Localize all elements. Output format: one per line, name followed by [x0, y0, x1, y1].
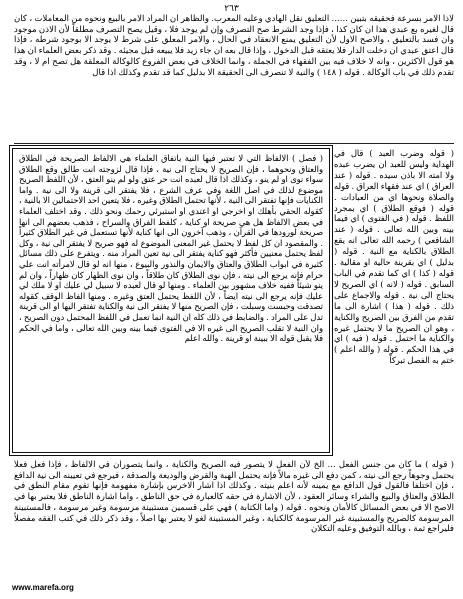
margin-commentary-column: ( قوله وضرب العبد ) قال في الهداية وليس للعبد ان يضرب عبده ولا امته الا باذن سيده . قوله ( عند العراق ) اي عند فقهاء العراق . قوله والصلاة ونحوها اي من العبادات . قوله ( فوقع الطلاق ) اي بمجرد اللفظ . قوله ( في الفتوى ) اي فيما بينه وبين الله تعالى . قوله ( عند الشافعي ) رحمه الله تعالى انه يقع الطلاق بالكناية مع النية . قوله ( بدليل ) اي بقرينة حالية او مقالية . قوله ( كذا ) اي كما تقدم في الباب السابق . قوله ( لانه ) اي الصريح لا يحتاج الى نية . قوله والاجماع على ذلك . قوله ( هذا ) اشارة الى ما تقدم من الفرق بين الصريح والكناية ، وهو ان الصريح ما لا يحتمل غيره والكناية ما احتمل . قوله ( فيه ) اي في هذا الحكم . قوله ( والله اعلم ) ختم به الفصل تبركاً	[334, 148, 454, 366]
bottom-paragraph: ( قوله ) ما كان من جنس الفعل ... الخ لأن الفعل لا يتصور فيه الصريح والكناية ، وانما يتصوران في الالفاظ ، فإذا فعل فعلاً يحتمل وجوهاً رجع الى نيته ، كمن دفع الى غيره مالاً فإنه يحتمل الهبة والقرض والوديعة والصدقة ، فيرجع في تعيينه الى نية الدافع ، فإن اختلفا فالقول قول الدافع مع يمينه لأنه اعلم بنيته . وكذلك اذا اشار الاخرس بإشارة مفهومة فإنها تقوم مقام النطق في الطلاق والعتاق والبيع والشراء وسائر العقود ، لأن الاشارة في حقه كالعبارة في حق الناطق ، واما اشارة الناطق فلا يعتبر بها في الاصح الا في بعض المسائل كالأمان ونحوه . قوله ( واما الكتابة ) فهي على قسمين مستبينة مرسومة وغير مرسومة ، فالمستبينة المرسومة كالصريح والمستبينة غير المرسومة كالكناية ، وغير المستبينة لغو لا يعتبر بها اصلاً ، وقد ذكر ذلك في كتب الفقه مفصلاً فليراجع ثمة ، وبالله التوفيق وعليه التكلان	[14, 460, 454, 535]
top-paragraph: لاذا الامر بسرعة فحقيقه بتبين ...... التعليق نقل الهادي وعليه المعرب. والظاهر ان المراد الامر بالبيع ونحوه من المعاملات ، كأن قال لغيره بع عبدي هذا ان كان كذا ، فإذا وجد الشرط صح التصرف وإن لم يوجد فلا ، وقيل يصح التصرف مطلقاً لأن الاذن موجود وان فسد بالتعليق ، والاصح الاول لأن التعليق يمنع الانعقاد في الحال ، والامر المعلق على شرط لا يوجد الا بوجود شرطه ، فإذا قال اعتق عبدي ان دخلت الدار فلا يعتقه قبل الدخول ، وإذا قال بعه ان جاء زيد فلا يبيعه قبل مجيئه . وقد ذكر بعض العلماء ان هذا هو قول الاكثرين ، وانه لا خلاف فيه بين الفقهاء في الجملة ، وانما الخلاف في بعض الفروع كالوكالة المعلقة هل تصح ام لا ، وقد تقدم ذلك في باب الوكالة . قوله ( ١٤٨ ) والنية لا تنصرف الى الحقيقة الا بدليل كما قد تقدم وكذلك اذا قال	[14, 14, 454, 78]
framed-main-text: ( فصل ) الالفاظ التي لا تعتبر فيها النية باتفاق العلماء هي الالفاظ الصريحة في الطلاق والعتاق ونحوهما ، فإن الصريح لا يحتاج الى نية ، فإذا قال لزوجته انت طالق وقع الطلاق سواء نوى او لم ينو ، وكذلك اذا قال لعبده انت حر عتق ولو لم ينو العتق ، لأن اللفظ الصريح موضوع لذلك في اصل اللغة وفي عرف الشرع ، فلا يفتقر الى قرينة ولا الى نية . واما الكنايات فإنها تفتقر الى النية ، لأنها تحتمل الطلاق وغيره ، فلا يتعين احد الاحتمالين الا بالنية ، كقوله الحقي بأهلك او اخرجي او اعتدي او استبرئي رحمك ونحو ذلك . وقد اختلف العلماء في بعض الالفاظ هل هي صريحة او كناية ، كلفظ الفراق والسراح ، فذهب بعضهم الى انها صريحة لورودها في القرآن ، وذهب آخرون الى انها كناية لأنها تستعمل في غير الطلاق كثيراً . والمقصود ان كل لفظ لا يحتمل غير المعنى الموضوع له فهو صريح لا يفتقر الى نية ، وكل لفظ يحتمل معنيين فأكثر فهو كناية يفتقر الى نية تعين المراد منه . ويتفرع على ذلك مسائل كثيرة في ابواب الطلاق والعتاق والايمان والنذور والبيوع ، منها انه لو قال لامرأته انت علي حرام فإنه يرجع الى نيته ، فإن نوى الطلاق كان طلاقاً ، وان نوى الظهار كان ظهاراً ، وان لم ينو شيئاً ففيه خلاف مشهور بين العلماء . ومنها لو قال لعبده لا سبيل لي عليك او لا ملك لي عليك فإنه يرجع الى نيته ايضاً ، لأن اللفظ يحتمل العتق وغيره . ومنها الفاظ الوقف كقوله تصدقت وحبست وسبلت ، فإن الصريح منها لا يفتقر الى نية والكناية تفتقر اليها او الى قرينة تدل على المراد . والضابط في ذلك كله ان النية انما تعمل في اللفظ المحتمل دون الصريح ، وان النية لا تقلب الصريح الى غيره الا في الفتوى فيما بينه وبين الله تعالى ، واما في الحكم فلا يقبل قوله الا ببينة او قرينة . والله اعلم	[19, 153, 323, 344]
framed-main-text-box	[12, 148, 330, 453]
footer-url[interactable]: www.marefa.org	[12, 583, 74, 592]
page-number: ٢٦٣	[224, 4, 239, 14]
top-divider	[14, 143, 454, 144]
